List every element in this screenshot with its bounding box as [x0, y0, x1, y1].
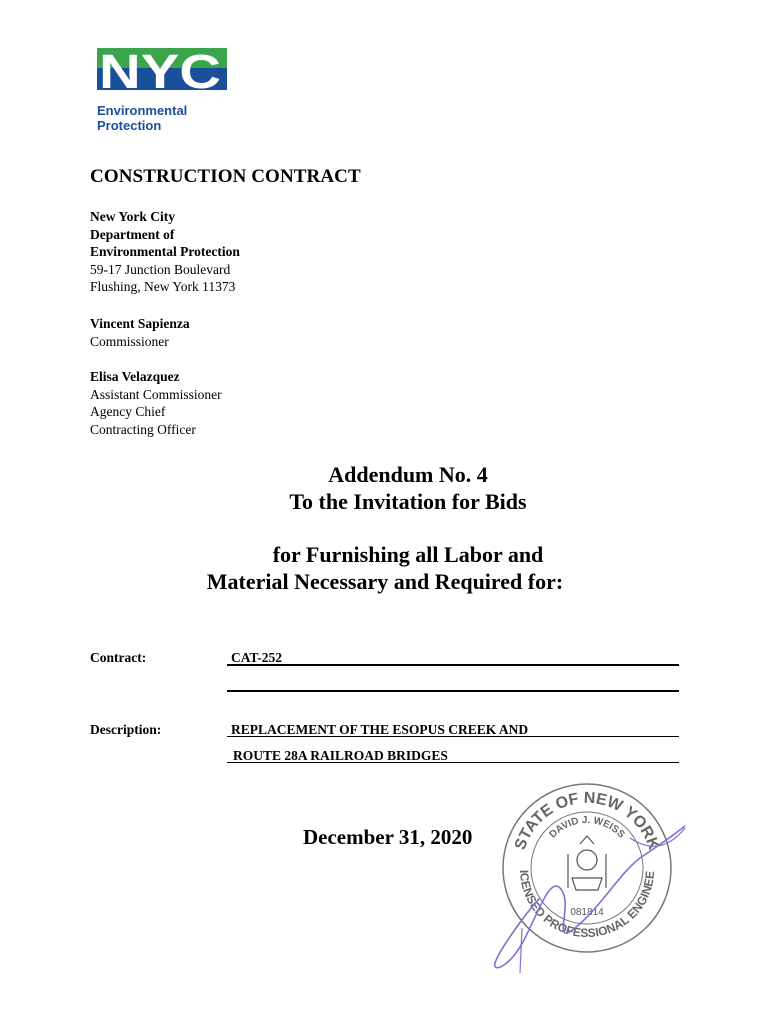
state-emblem-icon [568, 836, 606, 890]
acco-title-line: Agency Chief [90, 404, 166, 420]
engineer-seal [480, 778, 695, 978]
document-date: December 31, 2020 [303, 825, 473, 849]
acco-title-line: Contracting Officer [90, 421, 196, 437]
acco-title-line: Assistant Commissioner [90, 386, 222, 402]
agency-address-line: Flushing, New York 11373 [90, 279, 236, 295]
acco-name: Elisa Velazquez [90, 369, 180, 384]
seal-graphic [480, 778, 695, 978]
description-line-2: ROUTE 28A RAILROAD BRIDGES [233, 748, 448, 763]
addendum-purpose-line-2: Material Necessary and Required for: [206, 569, 564, 594]
seal-engineer-name: DAVID J. WEISS [547, 814, 627, 841]
signature-tail [520, 928, 522, 973]
description-label: Description: [90, 722, 162, 737]
seal-license-number: 081814 [570, 907, 604, 918]
commissioner-block [90, 315, 190, 350]
agency-name-line: Environmental Protection [90, 244, 240, 260]
seal-license-text: ICENSED PROFESSIONAL ENGINEE [516, 869, 658, 941]
contract-label: Contract: [90, 650, 147, 665]
logo-line-2: Protection [97, 118, 162, 133]
contract-underline [227, 664, 679, 666]
agency-block [90, 208, 240, 296]
seal-state-text: STATE OF NEW YORK [511, 789, 663, 853]
nyc-dep-logo [97, 48, 227, 133]
commissioner-title: Commissioner [90, 333, 169, 349]
description-line-1: REPLACEMENT OF THE ESOPUS CREEK AND [231, 722, 529, 737]
agency-name-line: Department of [90, 226, 175, 242]
addendum-purpose-line-1: for Furnishing all Labor and [272, 542, 544, 567]
agency-name-line: New York City [90, 209, 175, 224]
agency-address-line: 59-17 Junction Boulevard [90, 261, 231, 277]
description-underline-1 [227, 736, 679, 737]
nyc-logo-mark [97, 48, 227, 98]
acco-block [90, 368, 222, 438]
description-underline-2 [227, 762, 679, 763]
addendum-subtitle: To the Invitation for Bids [289, 489, 527, 514]
logo-mark-text: NYC [99, 48, 221, 98]
document-heading: CONSTRUCTION CONTRACT [90, 166, 361, 187]
logo-line-1: Environmental [97, 103, 188, 118]
contract-value: CAT-252 [231, 650, 283, 665]
contract-blank-line [227, 690, 679, 692]
addendum-number: Addendum No. 4 [328, 462, 488, 487]
commissioner-name: Vincent Sapienza [90, 316, 190, 331]
